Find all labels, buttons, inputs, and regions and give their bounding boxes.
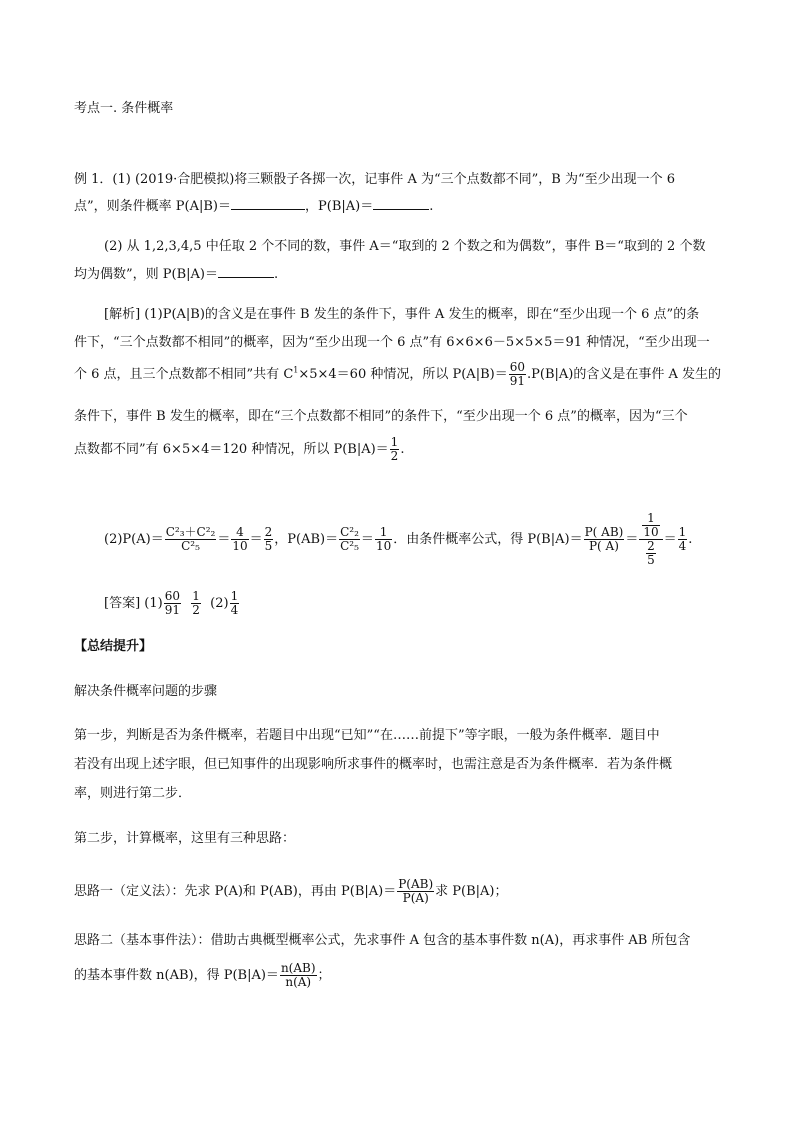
step1-line-2: 若没有出现上述字眼，但已知事件的出现影响所求事件的概率时，也需注意是否为条件概率．若为条件概 [74, 757, 673, 772]
complex-fraction [639, 512, 662, 567]
step1-line-3: 率，则进行第二步． [74, 786, 192, 801]
equals-sign: ＝ [360, 532, 374, 547]
example-1-text-a: 点”，则条件概率 P(A|B)＝ [74, 199, 231, 214]
fraction-2-5-inner [646, 540, 656, 567]
fraction-numerator: 60 [164, 589, 180, 603]
fraction-numerator: C²₂ [340, 525, 359, 539]
fraction-pab-pa [584, 526, 625, 553]
fraction-denominator: 10 [375, 539, 392, 553]
answer-fraction-c [230, 590, 240, 617]
step2-line: 第二步，计算概率，这里有三种思路： [74, 831, 296, 846]
fraction-denominator: C²₅ [181, 539, 200, 553]
analysis-line-3-c: .P(B|A)的含义是在事件 A 发生的 [527, 367, 721, 382]
example-1-part2-line-1: (2) 从 1,2,3,4,5 中任取 2 个不同的数，事件 A＝“取到的 2 个数之和为偶数”，事件 B＝“取到的 2 个数 [104, 239, 706, 254]
answer-label: [答案] (1) [104, 596, 163, 611]
answer-line [104, 590, 240, 617]
method2-line-1: 思路二（基本事件法）：借助古典概型概率公式，先求事件 A 包含的基本事件数 n(A)，再求事件 AB 所包含 [74, 933, 691, 948]
analysis-line-1: [解析] (1)P(A|B)的含义是在事件 B 发生的条件下，事件 A 发生的概率，即在“至少出现一个 6 点”的条 [104, 307, 700, 322]
fraction-denominator: 91 [164, 603, 180, 617]
fraction-numerator: 1 [678, 525, 687, 539]
fraction-numerator: 1 [192, 589, 200, 603]
fraction-numerator: 1 [375, 526, 392, 540]
answer-fraction-b [191, 590, 201, 617]
fraction-c2-c5 [339, 526, 360, 553]
fraction-denominator: 5 [647, 553, 655, 567]
fraction-numerator: P(AB) [398, 877, 434, 891]
fraction-denominator: 4 [678, 539, 687, 553]
analysis-line-5-b: . [400, 442, 405, 457]
fraction-denominator: 5 [264, 539, 273, 553]
step1-line-1: 第一步，判断是否为条件概率，若题目中出现“已知”“在……前提下”等字眼，一般为条件概率．题目中 [74, 728, 660, 743]
example-1-part2-text-b: . [274, 267, 279, 282]
fraction-1-10 [375, 526, 392, 553]
fraction-numerator: 1 [230, 589, 239, 603]
fraction-nab-over-na [280, 962, 317, 989]
analysis-line-5 [74, 436, 404, 463]
analysis-line-2: 件下，“三个点数都不相同”的概率，因为“至少出现一个 6 点”有 6×6×6－5×5×5＝91 种情况，“至少出现一 [74, 335, 710, 350]
formula-text-a: (2)P(A)＝ [104, 532, 164, 547]
example-1-text-c: . [429, 199, 434, 214]
fraction-c-sum [165, 526, 217, 553]
fraction-numerator: 1 [390, 435, 399, 449]
fraction-denominator: P( A) [588, 539, 619, 553]
equals-sign: ＝ [249, 532, 263, 547]
example-1-part2-text-a: 均为偶数”，则 P(B|A)＝ [74, 267, 218, 282]
fraction-denominator: C²₅ [340, 539, 359, 553]
complex-fraction-denominator [639, 540, 662, 567]
fraction-denominator: 2 [390, 449, 399, 463]
fraction-denominator: 4 [230, 603, 239, 617]
fraction-denominator: 10 [232, 539, 248, 553]
fraction-denominator: n(A) [285, 975, 312, 989]
formula-text-c: ．由条件概率公式，得 P(B|A)＝ [393, 532, 583, 547]
fraction-2-5 [264, 526, 274, 553]
fraction-1-4 [678, 526, 688, 553]
analysis-line-3-b: ×5×4＝60 种情况，所以 P(A|B)＝ [298, 367, 508, 382]
answer-part2-label: (2) [210, 596, 229, 611]
fraction-denominator: 2 [192, 603, 200, 617]
method2-line-2 [74, 962, 331, 989]
fraction-numerator: n(AB) [280, 961, 316, 975]
method1-text-b: 求 P(B|A)； [435, 884, 508, 899]
fraction-numerator: C²₃＋C²₂ [165, 525, 216, 539]
fraction-1-10-inner [642, 512, 659, 539]
formula-text-b: ，P(AB)＝ [274, 532, 339, 547]
method1-line [74, 878, 508, 905]
example-1-line-1: 例 1．(1) (2019·合肥模拟)将三颗骰子各掷一次，记事件 A 为“三个点数都不同”，B 为“至少出现一个 6 [74, 172, 675, 187]
analysis-line-5-a: 点数都不同”有 6×5×4＝120 种情况，所以 P(B|A)＝ [74, 442, 389, 457]
example-1-text-b: ，P(B|A)＝ [305, 199, 374, 214]
method1-text-a: 思路一（定义法）：先求 P(A)和 P(AB)，再由 P(B|A)＝ [74, 884, 397, 899]
fraction-60-91 [509, 361, 526, 388]
fraction-denominator: 10 [643, 525, 659, 539]
answer-blank-1 [231, 197, 305, 210]
analysis-line-4: 条件下，事件 B 发生的概率，即在“三个点数都不相同”的条件下，“至少出现一个 6 点”的概率，因为“三个 [74, 409, 688, 424]
equals-sign: ＝ [663, 532, 677, 547]
equals-sign: ＝ [217, 532, 231, 547]
equals-sign: ＝ [625, 532, 639, 547]
fraction-denominator: 91 [509, 374, 525, 388]
fraction-numerator: 60 [509, 360, 525, 374]
fraction-numerator: 1 [642, 512, 659, 526]
example-1-part2-line-2 [74, 265, 278, 284]
fraction-numerator: 2 [647, 539, 655, 553]
answer-blank-3 [218, 265, 274, 278]
method2-text-b: ； [317, 968, 331, 983]
fraction-1-2 [390, 436, 400, 463]
example-1-line-2 [74, 197, 433, 216]
fraction-denominator: P(A) [402, 891, 429, 905]
fraction-4-10 [231, 526, 248, 553]
part2-formula-line [104, 512, 692, 567]
steps-title: 解决条件概率问题的步骤 [74, 684, 218, 699]
analysis-line-3 [74, 361, 721, 388]
fraction-pab-over-pa [397, 878, 434, 905]
combination-superscript: 1 [293, 365, 299, 375]
answer-fraction-a [164, 590, 181, 617]
fraction-numerator: 2 [264, 525, 273, 539]
fraction-numerator: 4 [231, 526, 248, 540]
formula-text-d: . [688, 532, 693, 547]
section-title: 考点一. 条件概率 [74, 101, 174, 116]
summary-title: 【总结提升】 [74, 639, 153, 654]
fraction-numerator: P( AB) [584, 525, 624, 539]
complex-fraction-numerator [639, 512, 662, 540]
method2-text-a: 的基本事件数 n(AB)，得 P(B|A)＝ [74, 968, 279, 983]
analysis-line-3-a: 个 6 点，且三个点数都不相同”共有 C [74, 367, 294, 382]
answer-blank-2 [373, 197, 429, 210]
